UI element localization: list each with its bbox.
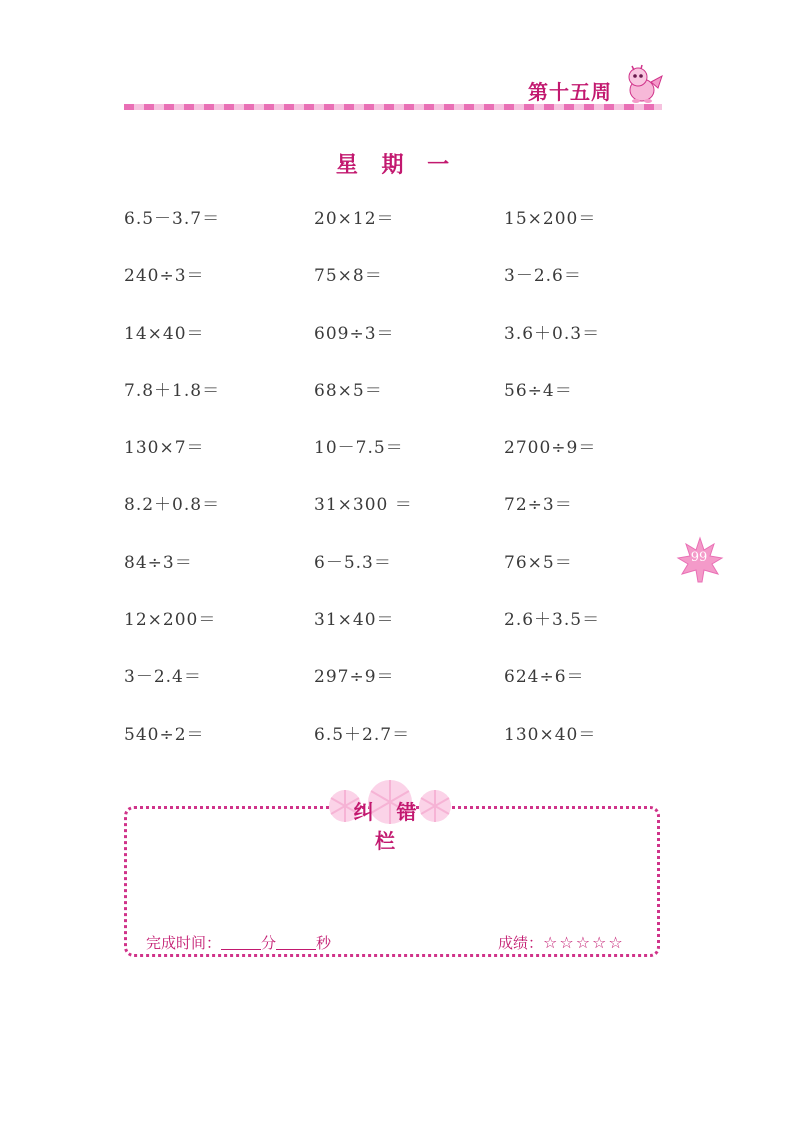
dragon-mascot-icon bbox=[618, 60, 664, 106]
problem: 72÷3＝ bbox=[504, 495, 573, 516]
problem: 15×200＝ bbox=[504, 209, 597, 229]
page-number: 99 bbox=[690, 550, 708, 565]
problem: 8.2＋0.8＝ bbox=[124, 495, 221, 516]
problem: 12×200＝ bbox=[124, 610, 217, 631]
problem: 20×12＝ bbox=[314, 209, 395, 229]
problem: 31×40＝ bbox=[314, 610, 395, 631]
correction-title: 纠 错 栏 bbox=[353, 800, 425, 853]
problem: 6.5－3.7＝ bbox=[124, 209, 221, 229]
problem: 624÷6＝ bbox=[504, 667, 585, 688]
problem: 6－5.3＝ bbox=[314, 552, 392, 573]
score-label: 成绩： bbox=[498, 934, 544, 952]
problem: 76×5＝ bbox=[504, 552, 573, 573]
score bbox=[498, 932, 625, 953]
minutes-blank[interactable] bbox=[221, 935, 261, 950]
problem: 609÷3＝ bbox=[314, 323, 395, 344]
problem: 75×8＝ bbox=[314, 266, 383, 287]
second-unit: 秒 bbox=[316, 934, 332, 952]
problem: 56÷4＝ bbox=[504, 380, 573, 401]
problem: 3.6＋0.3＝ bbox=[504, 323, 601, 344]
problem: 297÷9＝ bbox=[314, 667, 395, 688]
problem: 2700÷9＝ bbox=[504, 438, 597, 459]
problem: 3－2.4＝ bbox=[124, 667, 202, 688]
completion-time bbox=[146, 932, 331, 953]
problem: 84÷3＝ bbox=[124, 552, 193, 573]
minute-unit: 分 bbox=[261, 934, 277, 952]
time-label: 完成时间： bbox=[146, 934, 222, 952]
problem: 3－2.6＝ bbox=[504, 266, 582, 287]
star-rating[interactable]: ☆☆☆☆☆ bbox=[543, 933, 625, 952]
problem: 540÷2＝ bbox=[124, 724, 205, 745]
week-title: 第十五周 bbox=[528, 80, 612, 104]
problem: 6.5＋2.7＝ bbox=[314, 724, 411, 745]
problem: 10－7.5＝ bbox=[314, 438, 404, 459]
problem: 130×40＝ bbox=[504, 724, 597, 745]
problem: 31×300 ＝ bbox=[314, 495, 413, 516]
problem: 130×7＝ bbox=[124, 438, 205, 459]
problem-grid bbox=[124, 203, 664, 776]
header-divider bbox=[124, 104, 662, 110]
seconds-blank[interactable] bbox=[276, 935, 316, 950]
problem: 14×40＝ bbox=[124, 323, 205, 344]
problem: 68×5＝ bbox=[314, 380, 383, 401]
day-title: 星 期 一 bbox=[335, 153, 458, 178]
problem: 2.6＋3.5＝ bbox=[504, 610, 601, 631]
problem: 7.8＋1.8＝ bbox=[124, 380, 221, 401]
problem: 240÷3＝ bbox=[124, 266, 205, 287]
